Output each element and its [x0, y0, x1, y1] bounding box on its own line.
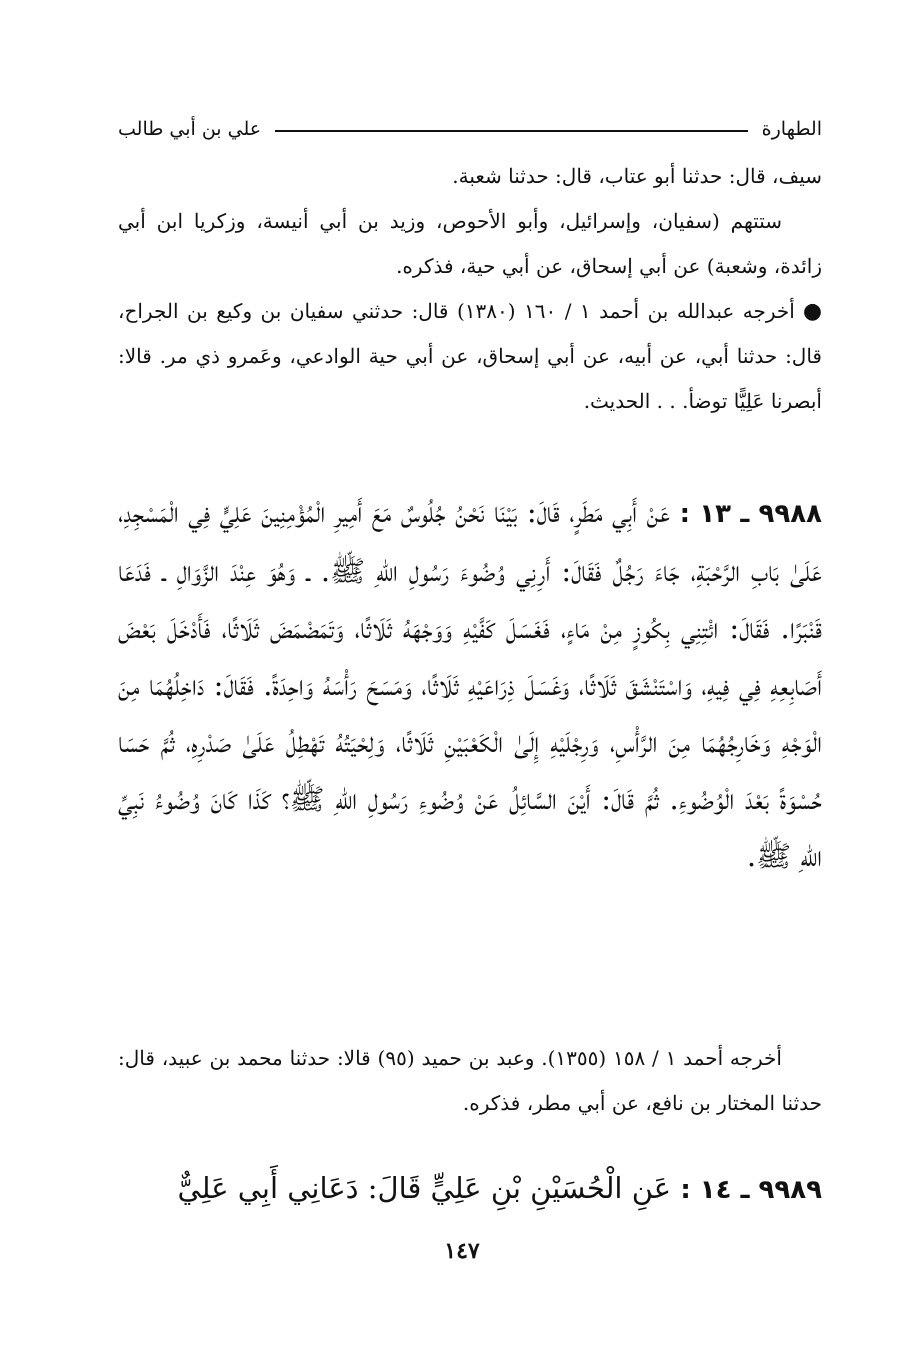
- footnote-block-top: [118, 154, 822, 424]
- book-title: علي بن أبي طالب: [118, 118, 262, 140]
- hadith-9988: [118, 484, 822, 885]
- footnote-line: سيف، قال: حدثنا أبو عتاب، قال: حدثنا شعبة.: [452, 164, 822, 188]
- footnote-text: أخرجه عبدالله بن أحمد ١ / ١٦٠ (١٣٨٠) قال: حدثني سفيان بن وكيع بن الجراح، قال: حدثنا أبي، عن أبيه، عن أبي إسحاق، عن أبي حية الوادعي، وعَمرو ذي مر. قالا: أبصرنا عَلِيًّا توضأ. . . الحديث.: [118, 299, 822, 413]
- hadith-text: عَنِ الْحُسَيْنِ بْنِ عَلِيٍّ قَالَ: دَعَانِي أَبِي عَلِيٌّ: [177, 1171, 672, 1205]
- page-number: ١٤٧: [444, 1238, 480, 1264]
- chapter-title: الطهارة: [761, 118, 822, 140]
- hadith-number: ٩٩٨٨ ـ ١٣ :: [679, 499, 822, 529]
- footnote-paragraph: ستتهم (سفيان، وإسرائيل، وأبو الأحوص، وزيد بن أبي أنيسة، وزكريا ابن أبي زائدة، وشعبة) عن أبي إسحاق، عن أبي حية، فذكره.: [118, 209, 822, 278]
- footnote-paragraph-bulleted: [118, 289, 822, 424]
- takhrij-text: أخرجه أحمد ١ / ١٥٨ (١٣٥٥). وعبد بن حميد (٩٥) قالا: حدثنا محمد بن عبيد، قال: حدثنا المختار بن نافع، عن أبي مطر، فذكره.: [118, 1046, 822, 1115]
- hadith-paragraph: [118, 1160, 822, 1219]
- takhrij-note: [118, 1036, 822, 1126]
- bullet-icon: ●: [802, 299, 823, 324]
- header-rule: [275, 130, 748, 132]
- hadith-text: عَنْ أَبِي مَطَرٍ، قَالَ: بَيْنَا نَحْنُ جُلُوسٌ مَعَ أَمِيرِ الْمُؤْمِنِينَ عَلِيٍّ فِي الْمَسْجِدِ، عَلَىٰ بَابِ الرَّحْبَةِ، جَاءَ رَجُلٌ فَقَالَ: أَرِنِي وُضُوءَ رَسُولِ اللهِ ﷺ. ـ وَهُوَ عِنْدَ الزَّوَالِ ـ فَدَعَا قَنْبَرًا. فَقَالَ: ائْتِنِي بِكُوزٍ مِنْ مَاءٍ، فَغَسَلَ كَفَّيْهِ وَوَجْهَهُ ثَلَاثًا، وَتَمَضْمَضَ ثَلَاثًا، فَأَدْخَلَ بَعْضَ أَصَابِعِهِ فِي فِيهِ، وَاسْتَنْشَقَ ثَلَاثًا، وَغَسَلَ ذِرَاعَيْهِ ثَلَاثًا، وَمَسَحَ رَأْسَهُ وَاحِدَةً. فَقَالَ: دَاخِلُهُمَا مِنَ الْوَجْهِ وَخَارِجُهُمَا مِنَ الرَّأْسِ، وَرِجْلَيْهِ إِلَىٰ الْكَعْبَيْنِ ثَلَاثًا، وَلِحْيَتُهُ تَهْطِلُ عَلَىٰ صَدْرِهِ، ثُمَّ حَسَا حُسْوَةً بَعْدَ الْوُضُوءِ. ثُمَّ قَالَ: أَيْنَ السَّائِلُ عَنْ وُضُوءِ رَسُولِ اللهِ ﷺ؟ كَذَا كَانَ وُضُوءُ نَبِيِّ اللهِ ﷺ.: [118, 495, 822, 873]
- hadith-number: ٩٩٨٩ ـ ١٤ :: [680, 1175, 822, 1205]
- running-header: [118, 112, 822, 146]
- hadith-9989: [118, 1160, 822, 1219]
- hadith-paragraph: [118, 484, 822, 885]
